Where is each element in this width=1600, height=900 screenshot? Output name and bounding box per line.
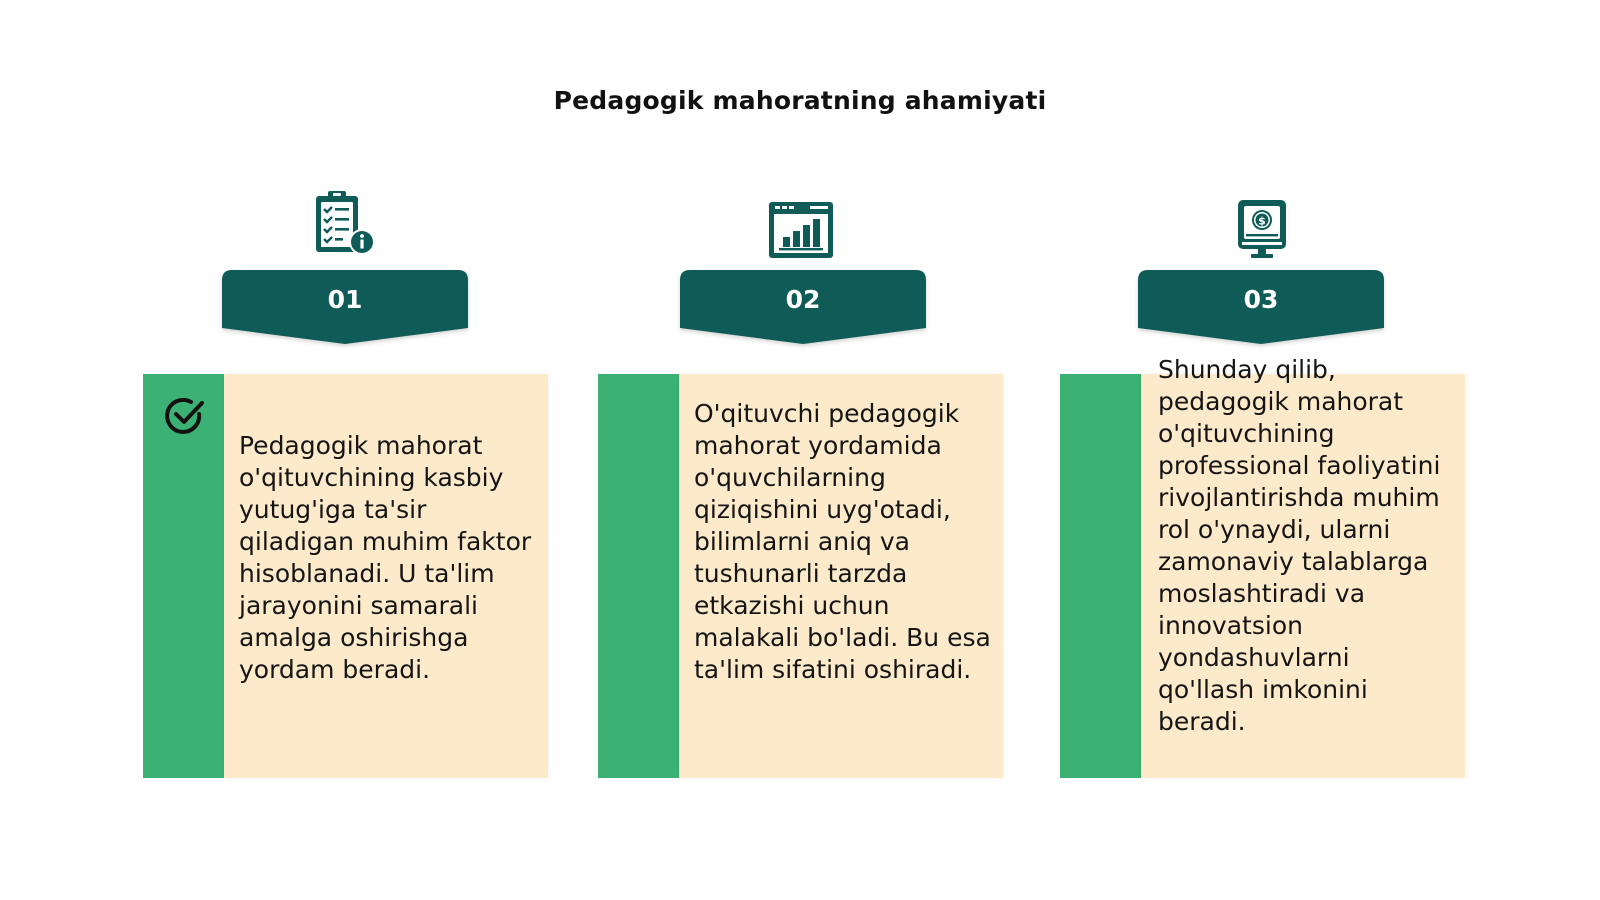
check-circle-icon [163, 394, 207, 438]
clipboard-info-icon [310, 188, 380, 258]
card-text: Pedagogik mahorat o'qituvchining kasbiy yutug'iga ta'sir qiladigan muhim faktor hisoblanadi. U ta'lim jarayonini samarali amalga oshirishga yordam beradi. [239, 431, 532, 684]
page-title: Pedagogik mahoratning ahamiyati [553, 86, 1047, 115]
monitor-dollar-icon [1226, 194, 1296, 264]
step-banner-01 [222, 270, 468, 346]
card-accent-stripe [1060, 374, 1141, 778]
step-banner-02 [680, 270, 926, 346]
card-accent-stripe [598, 374, 679, 778]
card-01 [143, 374, 548, 778]
card-03 [1060, 355, 1465, 778]
card-accent-stripe [143, 374, 224, 778]
step-number: 03 [1243, 285, 1279, 314]
card-text: O'qituvchi pedagogik mahorat yordamida o'quvchilarning qiziqishini uyg'otadi, bilimlarni aniq va tushunarli tarzda etkazishi uchun malakali bo'ladi. Bu esa ta'lim sifatini oshiradi. [694, 399, 991, 684]
step-number: 01 [327, 285, 363, 314]
card-text: Shunday qilib, pedagogik mahorat o'qituvchining professional faoliyatini rivojlantirishda muhim rol o'ynaydi, ularni zamonaviy talablarga moslashtiradi va innovatsion yondashuvlarni qo'llash imkonini beradi. [1158, 355, 1441, 736]
svg-text:$: $ [1258, 214, 1266, 228]
browser-chart-icon [766, 194, 836, 264]
step-banner-03 [1138, 270, 1384, 346]
step-number: 02 [785, 285, 821, 314]
card-02 [598, 374, 1003, 778]
